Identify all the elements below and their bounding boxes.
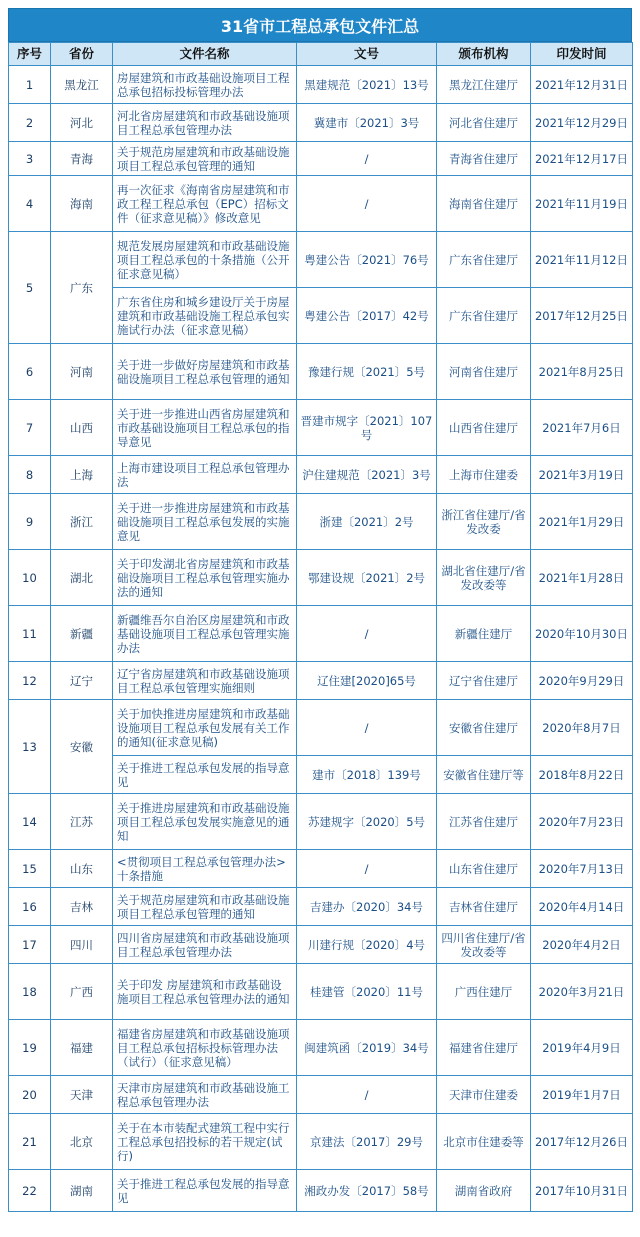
cell-province: 黑龙江 <box>51 66 113 104</box>
cell-province: 山东 <box>51 850 113 888</box>
cell-province: 辽宁 <box>51 662 113 700</box>
cell-province: 新疆 <box>51 606 113 662</box>
cell-doc-name: 关于在本市装配式建筑工程中实行工程总承包招投标的若干规定(试行) <box>113 1114 297 1170</box>
cell-doc-name: 关于推进工程总承包发展的指导意见 <box>113 1170 297 1212</box>
cell-date: 2021年7月6日 <box>531 400 633 456</box>
cell-num: 17 <box>9 926 51 964</box>
cell-date: 2020年3月21日 <box>531 964 633 1020</box>
cell-province: 上海 <box>51 456 113 494</box>
cell-doc-name: <贯彻项目工程总承包管理办法>十条措施 <box>113 850 297 888</box>
cell-doc-no: / <box>297 700 437 756</box>
cell-num: 7 <box>9 400 51 456</box>
cell-date: 2020年7月13日 <box>531 850 633 888</box>
header-row <box>9 43 633 66</box>
cell-doc-no: 豫建行规〔2021〕5号 <box>297 344 437 400</box>
cell-doc-name: 关于规范房屋建筑和市政基础设施项目工程总承包管理的通知 <box>113 888 297 926</box>
cell-num: 22 <box>9 1170 51 1212</box>
cell-issuer: 广东省住建厅 <box>437 232 531 288</box>
col-header-name: 文件名称 <box>113 43 297 66</box>
cell-doc-no: 浙建〔2021〕2号 <box>297 494 437 550</box>
cell-doc-no: / <box>297 1076 437 1114</box>
cell-date: 2017年12月26日 <box>531 1114 633 1170</box>
cell-doc-name: 关于推进工程总承包发展的指导意见 <box>113 756 297 794</box>
cell-province: 吉林 <box>51 888 113 926</box>
table-row <box>9 232 633 288</box>
table-row <box>9 662 633 700</box>
cell-doc-no: 建市〔2018〕139号 <box>297 756 437 794</box>
cell-doc-name: 福建省房屋建筑和市政基础设施项目工程总承包招标投标管理办法（试行）（征求意见稿） <box>113 1020 297 1076</box>
cell-province: 天津 <box>51 1076 113 1114</box>
cell-doc-name: 天津市房屋建筑和市政基础设施工程总承包管理办法 <box>113 1076 297 1114</box>
cell-doc-name: 新疆维吾尔自治区房屋建筑和市政基础设施项目工程总承包管理实施办法 <box>113 606 297 662</box>
cell-doc-name: 关于进一步推进山西省房屋建筑和市政基础设施项目工程总承包的指导意见 <box>113 400 297 456</box>
cell-doc-name: 规范发展房屋建筑和市政基础设施项目工程总承包的十条措施（公开征求意见稿） <box>113 232 297 288</box>
table-row <box>9 1170 633 1212</box>
cell-province: 四川 <box>51 926 113 964</box>
cell-doc-no: 湘政办发〔2017〕58号 <box>297 1170 437 1212</box>
table-row <box>9 344 633 400</box>
cell-num: 5 <box>9 232 51 344</box>
table-row <box>9 142 633 176</box>
cell-doc-no: 京建法〔2017〕29号 <box>297 1114 437 1170</box>
cell-issuer: 吉林省住建厅 <box>437 888 531 926</box>
cell-issuer: 浙江省住建厅/省发改委 <box>437 494 531 550</box>
cell-num: 8 <box>9 456 51 494</box>
cell-issuer: 辽宁省住建厅 <box>437 662 531 700</box>
cell-date: 2017年10月31日 <box>531 1170 633 1212</box>
cell-num: 2 <box>9 104 51 142</box>
table-row <box>9 794 633 850</box>
cell-num: 1 <box>9 66 51 104</box>
table-row <box>9 964 633 1020</box>
cell-issuer: 江苏省住建厅 <box>437 794 531 850</box>
cell-doc-name: 关于加快推进房屋建筑和市政基础设施项目工程总承包发展有关工作的通知(征求意见稿) <box>113 700 297 756</box>
cell-doc-name: 房屋建筑和市政基础设施项目工程总承包招标投标管理办法 <box>113 66 297 104</box>
cell-doc-no: / <box>297 850 437 888</box>
cell-doc-no: 黑建规范〔2021〕13号 <box>297 66 437 104</box>
cell-doc-no: 粤建公告〔2021〕76号 <box>297 232 437 288</box>
cell-num: 12 <box>9 662 51 700</box>
cell-doc-name: 关于推进房屋建筑和市政基础设施项目工程总承包发展实施意见的通知 <box>113 794 297 850</box>
cell-province: 安徽 <box>51 700 113 794</box>
cell-doc-name: 关于进一步推进房屋建筑和市政基础设施项目工程总承包发展的实施意见 <box>113 494 297 550</box>
cell-doc-name: 关于进一步做好房屋建筑和市政基础设施项目工程总承包管理的通知 <box>113 344 297 400</box>
cell-doc-name: 广东省住房和城乡建设厅关于房屋建筑和市政基础设施工程总承包实施试行办法（征求意见稿） <box>113 288 297 344</box>
cell-issuer: 广西住建厅 <box>437 964 531 1020</box>
cell-num: 19 <box>9 1020 51 1076</box>
cell-date: 2017年12月25日 <box>531 288 633 344</box>
cell-doc-name: 关于印发 房屋建筑和市政基础设施项目工程总承包管理办法的通知 <box>113 964 297 1020</box>
cell-issuer: 北京市住建委等 <box>437 1114 531 1170</box>
cell-doc-no: 闽建筑函〔2019〕34号 <box>297 1020 437 1076</box>
cell-doc-name: 关于规范房屋建筑和市政基础设施项目工程总承包管理的通知 <box>113 142 297 176</box>
cell-date: 2021年8月25日 <box>531 344 633 400</box>
cell-province: 河南 <box>51 344 113 400</box>
cell-issuer: 湖北省住建厅/省发改委等 <box>437 550 531 606</box>
table-row <box>9 400 633 456</box>
cell-doc-no: 吉建办〔2020〕34号 <box>297 888 437 926</box>
cell-issuer: 四川省住建厅/省发改委等 <box>437 926 531 964</box>
cell-province: 浙江 <box>51 494 113 550</box>
cell-num: 13 <box>9 700 51 794</box>
cell-province: 青海 <box>51 142 113 176</box>
table-title: 31省市工程总承包文件汇总 <box>8 8 632 42</box>
document-table <box>8 42 633 1212</box>
cell-date: 2020年4月2日 <box>531 926 633 964</box>
cell-date: 2019年1月7日 <box>531 1076 633 1114</box>
cell-doc-no: 粤建公告〔2017〕42号 <box>297 288 437 344</box>
cell-issuer: 黑龙江住建厅 <box>437 66 531 104</box>
cell-date: 2021年1月28日 <box>531 550 633 606</box>
cell-num: 4 <box>9 176 51 232</box>
cell-num: 11 <box>9 606 51 662</box>
col-header-date: 印发时间 <box>531 43 633 66</box>
table-row <box>9 1020 633 1076</box>
cell-province: 河北 <box>51 104 113 142</box>
cell-issuer: 广东省住建厅 <box>437 288 531 344</box>
table-row <box>9 66 633 104</box>
table-body <box>9 66 633 1212</box>
cell-doc-no: 川建行规〔2020〕4号 <box>297 926 437 964</box>
cell-issuer: 河北省住建厅 <box>437 104 531 142</box>
col-header-num: 序号 <box>9 43 51 66</box>
cell-date: 2021年3月19日 <box>531 456 633 494</box>
cell-doc-no: 桂建管〔2020〕11号 <box>297 964 437 1020</box>
table-row <box>9 700 633 756</box>
table-row <box>9 888 633 926</box>
cell-date: 2021年11月12日 <box>531 232 633 288</box>
cell-province: 湖南 <box>51 1170 113 1212</box>
cell-date: 2020年10月30日 <box>531 606 633 662</box>
cell-date: 2021年12月17日 <box>531 142 633 176</box>
cell-issuer: 河南省住建厅 <box>437 344 531 400</box>
cell-doc-name: 四川省房屋建筑和市政基础设施项目工程总承包管理办法 <box>113 926 297 964</box>
table-row <box>9 176 633 232</box>
cell-province: 江苏 <box>51 794 113 850</box>
cell-issuer: 天津市住建委 <box>437 1076 531 1114</box>
cell-issuer: 山东省住建厅 <box>437 850 531 888</box>
cell-issuer: 青海省住建厅 <box>437 142 531 176</box>
cell-province: 广东 <box>51 232 113 344</box>
document-table-wrapper <box>8 8 632 1212</box>
cell-doc-no: 鄂建设规〔2021〕2号 <box>297 550 437 606</box>
cell-date: 2020年4月14日 <box>531 888 633 926</box>
cell-doc-no: 苏建规字〔2020〕5号 <box>297 794 437 850</box>
cell-doc-name: 关于印发湖北省房屋建筑和市政基础设施项目工程总承包管理实施办法的通知 <box>113 550 297 606</box>
cell-doc-no: 辽住建[2020]65号 <box>297 662 437 700</box>
cell-issuer: 安徽省住建厅 <box>437 700 531 756</box>
table-row <box>9 550 633 606</box>
cell-province: 山西 <box>51 400 113 456</box>
cell-doc-name: 辽宁省房屋建筑和市政基础设施项目工程总承包管理实施细则 <box>113 662 297 700</box>
cell-issuer: 新疆住建厅 <box>437 606 531 662</box>
cell-issuer: 安徽省住建厅等 <box>437 756 531 794</box>
cell-num: 10 <box>9 550 51 606</box>
cell-doc-no: 晋建市规字〔2021〕107号 <box>297 400 437 456</box>
table-row <box>9 926 633 964</box>
cell-date: 2019年4月9日 <box>531 1020 633 1076</box>
cell-num: 18 <box>9 964 51 1020</box>
cell-num: 21 <box>9 1114 51 1170</box>
cell-num: 14 <box>9 794 51 850</box>
cell-date: 2021年1月29日 <box>531 494 633 550</box>
cell-date: 2018年8月22日 <box>531 756 633 794</box>
cell-province: 广西 <box>51 964 113 1020</box>
cell-province: 福建 <box>51 1020 113 1076</box>
table-row <box>9 104 633 142</box>
table-row <box>9 494 633 550</box>
cell-issuer: 湖南省政府 <box>437 1170 531 1212</box>
cell-province: 湖北 <box>51 550 113 606</box>
table-row <box>9 1076 633 1114</box>
cell-doc-name: 河北省房屋建筑和市政基础设施项目工程总承包管理办法 <box>113 104 297 142</box>
cell-province: 北京 <box>51 1114 113 1170</box>
table-row <box>9 1114 633 1170</box>
col-header-issuer: 颁布机构 <box>437 43 531 66</box>
cell-doc-name: 再一次征求《海南省房屋建筑和市政工程工程总承包（EPC）招标文件（征求意见稿）》修改意见 <box>113 176 297 232</box>
cell-num: 9 <box>9 494 51 550</box>
cell-doc-no: / <box>297 606 437 662</box>
cell-date: 2020年8月7日 <box>531 700 633 756</box>
cell-issuer: 福建省住建厅 <box>437 1020 531 1076</box>
cell-num: 16 <box>9 888 51 926</box>
cell-num: 6 <box>9 344 51 400</box>
cell-issuer: 上海市住建委 <box>437 456 531 494</box>
cell-province: 海南 <box>51 176 113 232</box>
col-header-doc-no: 文号 <box>297 43 437 66</box>
table-row <box>9 606 633 662</box>
cell-date: 2021年11月19日 <box>531 176 633 232</box>
cell-doc-name: 上海市建设项目工程总承包管理办法 <box>113 456 297 494</box>
cell-issuer: 山西省住建厅 <box>437 400 531 456</box>
cell-date: 2021年12月31日 <box>531 66 633 104</box>
cell-doc-no: 冀建市〔2021〕3号 <box>297 104 437 142</box>
cell-date: 2021年12月29日 <box>531 104 633 142</box>
cell-num: 15 <box>9 850 51 888</box>
table-row <box>9 850 633 888</box>
table-row <box>9 456 633 494</box>
cell-doc-no: / <box>297 176 437 232</box>
cell-doc-no: 沪住建规范〔2021〕3号 <box>297 456 437 494</box>
cell-date: 2020年9月29日 <box>531 662 633 700</box>
cell-issuer: 海南省住建厅 <box>437 176 531 232</box>
cell-doc-no: / <box>297 142 437 176</box>
cell-num: 3 <box>9 142 51 176</box>
cell-num: 20 <box>9 1076 51 1114</box>
col-header-province: 省份 <box>51 43 113 66</box>
cell-date: 2020年7月23日 <box>531 794 633 850</box>
